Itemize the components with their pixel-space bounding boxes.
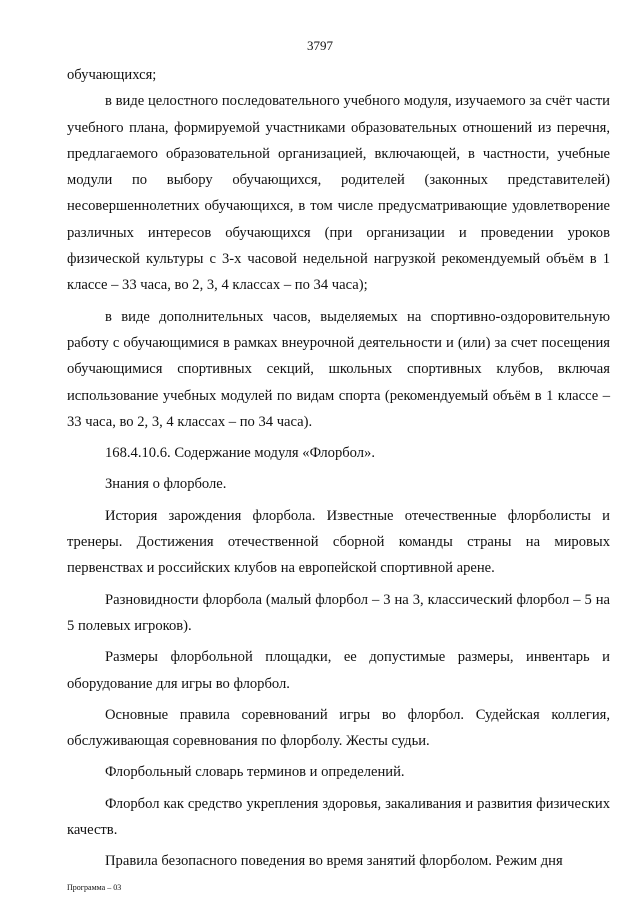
paragraph-varieties: Разновидности флорбола (малый флорбол – 3 на 3, классический флорбол – 5 на 5 полевых игроков). [67,591,610,634]
paragraph-history: История зарождения флорбола. Известные отечественные флорболисты и тренеры. Достижения отечественной сборной команды страны на мировых первенствах и российских клубов на европейской спортивной арене. [67,507,610,577]
subsection-heading: Знания о флорболе. [105,476,227,493]
paragraph-rules: Основные правила соревнований игры во флорбол. Судейская коллегия, обслуживающая соревнования по флорболу. Жесты судьи. [67,706,610,750]
paragraph-safety: Правила безопасного поведения во время занятий флорболом. Режим дня [105,853,563,870]
paragraph-module-option: в виде целостного последовательного учебного модуля, изучаемого за счёт части учебного плана, формируемой участниками образовательных отношений из перечня, предлагаемого образовательной организацией, включающей, в частности, учебные модули по выбору обучающихся, родителей (законных представителей) несовершеннолетних обучающихся, в том числе предусматривающие удовлетворение различных интересов обучающихся (при организации и проведении уроков физической культуры с 3-х часовой недельной нагрузкой рекомендуемый объём в 1 классе – 33 часа, во 2, 3, 4 классах – по 34 часа); [67,93,610,294]
paragraph-extra-hours: в виде дополнительных часов, выделяемых на спортивно-оздоровительную работу с обучающимися в рамках внеурочной деятельности и (или) за счет посещения обучающимися спортивных секций, школьных спортивных клубов, включая использование учебных модулей по видам спорта (рекомендуемый объём в 1 классе – 33 часа, во 2, 3, 4 классах – по 34 часа). [67,308,610,430]
paragraph-court-sizes: Размеры флорбольной площадки, ее допустимые размеры, инвентарь и оборудование для игры во флорбол. [67,649,610,692]
paragraph-glossary: Флорбольный словарь терминов и определений. [105,764,405,781]
footer-note: Программа – 03 [67,883,122,892]
paragraph-continuation: обучающихся; [67,67,157,83]
paragraph-health: Флорбол как средство укрепления здоровья, закаливания и развития физических качеств. [67,795,610,839]
page-number: 3797 [307,38,333,53]
section-heading: 168.4.10.6. Содержание модуля «Флорбол». [105,445,376,462]
document-body [67,62,610,875]
